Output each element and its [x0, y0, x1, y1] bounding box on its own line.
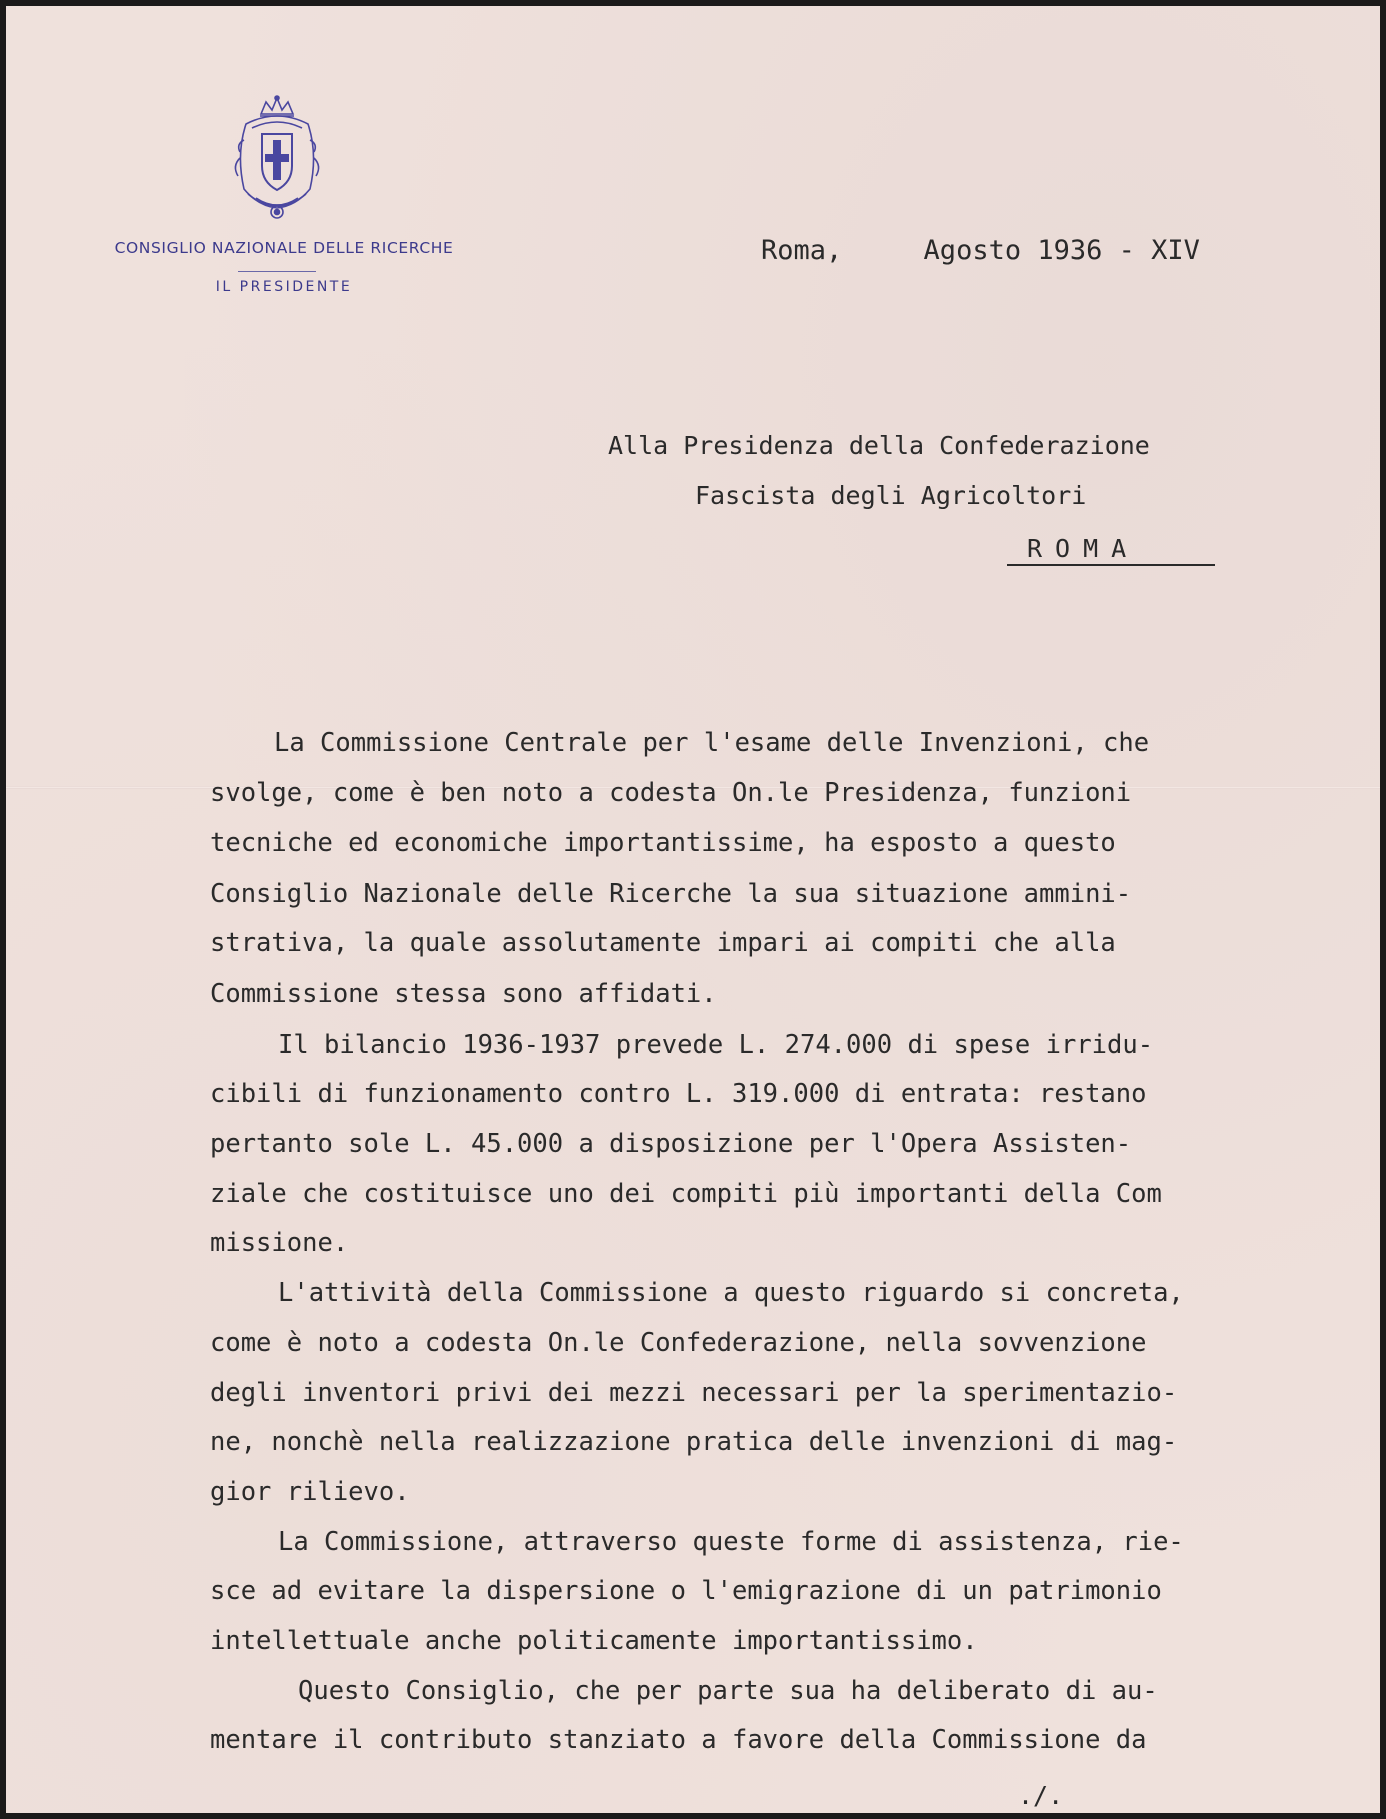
body-line: L'attività della Commissione a questo riguardo si concreta,	[278, 1278, 1184, 1308]
recipient-line-1: Alla Presidenza della Confederazione	[608, 431, 1150, 460]
body-line: La Commissione, attraverso queste forme di assistenza, rie-	[278, 1527, 1184, 1557]
body-line: mentare il contributo stanziato a favore della Commissione da	[210, 1725, 1147, 1755]
body-line: Il bilancio 1936-1937 prevede L. 274.000 di spese irridu-	[278, 1030, 1154, 1060]
body-line: Consiglio Nazionale delle Ricerche la sua situazione ammini-	[210, 879, 1132, 909]
dateline: Roma, Agosto 1936 - XIV	[761, 235, 1200, 266]
body-line: degli inventori privi dei mezzi necessari per la sperimentazio-	[210, 1378, 1178, 1408]
letterhead-divider	[238, 271, 316, 272]
recipient-city: ROMA	[1027, 534, 1140, 563]
organization-name: CONSIGLIO NAZIONALE DELLE RICERCHE	[114, 239, 454, 257]
continuation-mark: ./.	[1018, 1781, 1064, 1810]
body-line: Questo Consiglio, che per parte sua ha deliberato di au-	[298, 1676, 1158, 1706]
body-line: Commissione stessa sono affidati.	[210, 979, 717, 1009]
body-line: tecniche ed economiche importantissime, ha esposto a questo	[210, 828, 1116, 858]
body-line: ne, nonchè nella realizzazione pratica delle invenzioni di mag-	[210, 1427, 1178, 1457]
body-line: ziale che costituisce uno dei compiti più importanti della Com	[210, 1179, 1162, 1209]
royal-crest-icon	[226, 94, 328, 224]
body-line: missione.	[210, 1228, 349, 1258]
letter-page	[6, 6, 1380, 1813]
body-line: intellettuale anche politicamente importantissimo.	[210, 1626, 978, 1656]
body-line: sce ad evitare la dispersione o l'emigrazione di un patrimonio	[210, 1576, 1162, 1606]
body-line: cibili di funzionamento contro L. 319.000 di entrata: restano	[210, 1079, 1147, 1109]
body-line: gior rilievo.	[210, 1477, 410, 1507]
body-line: strativa, la quale assolutamente impari ai compiti che alla	[210, 928, 1116, 958]
recipient-line-2: Fascista degli Agricoltori	[695, 481, 1087, 510]
sender-role: IL PRESIDENTE	[215, 279, 353, 295]
body-line: come è noto a codesta On.le Confederazione, nella sovvenzione	[210, 1328, 1147, 1358]
body-line: La Commissione Centrale per l'esame delle Invenzioni, che	[274, 728, 1150, 758]
body-line: svolge, come è ben noto a codesta On.le Presidenza, funzioni	[210, 778, 1132, 808]
recipient-city-underline	[1007, 564, 1215, 566]
body-line: pertanto sole L. 45.000 a disposizione per l'Opera Assisten-	[210, 1129, 1132, 1159]
